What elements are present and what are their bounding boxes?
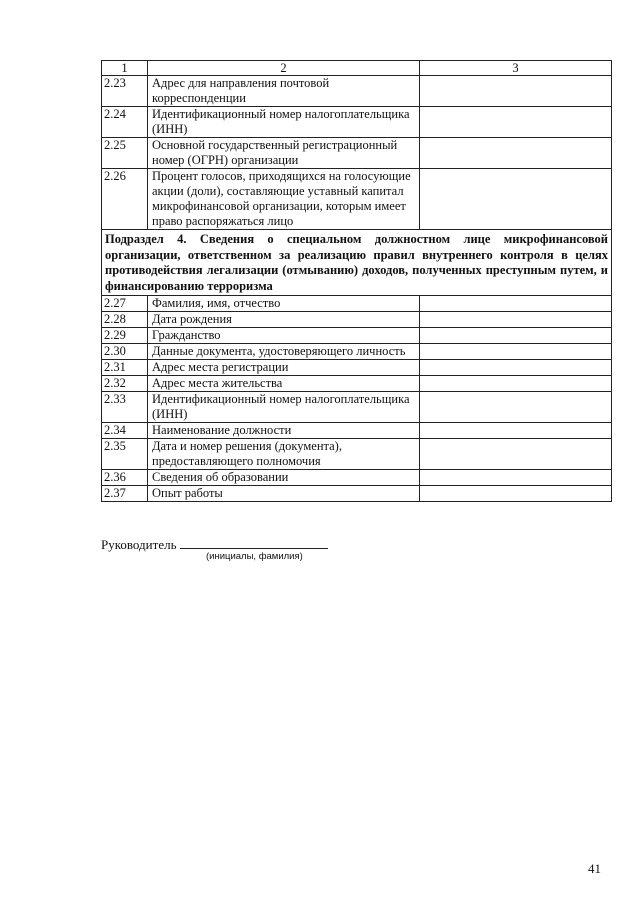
table-row	[102, 328, 612, 344]
table-row	[102, 169, 612, 230]
row-value-cell	[420, 344, 612, 360]
signature-label: Руководитель	[101, 537, 177, 552]
row-value-cell	[420, 376, 612, 392]
table-row	[102, 486, 612, 502]
row-label: Адрес места жительства	[148, 376, 420, 392]
table-row	[102, 423, 612, 439]
row-label: Сведения об образовании	[148, 470, 420, 486]
row-label: Гражданство	[148, 328, 420, 344]
row-value-cell	[420, 470, 612, 486]
row-label: Дата рождения	[148, 312, 420, 328]
signature-caption: (инициалы, фамилия)	[206, 551, 303, 562]
row-value-cell	[420, 423, 612, 439]
table-row	[102, 107, 612, 138]
row-number: 2.33	[102, 392, 148, 423]
row-label: Наименование должности	[148, 423, 420, 439]
column-header-2: 2	[148, 61, 420, 76]
row-label: Идентификационный номер налогоплательщика (ИНН)	[148, 392, 420, 423]
column-header-3: 3	[420, 61, 612, 76]
table-row	[102, 439, 612, 470]
table-row	[102, 376, 612, 392]
row-value-cell	[420, 328, 612, 344]
row-value-cell	[420, 138, 612, 169]
row-number: 2.25	[102, 138, 148, 169]
row-label: Адрес места регистрации	[148, 360, 420, 376]
row-number: 2.23	[102, 76, 148, 107]
signature-line	[180, 536, 328, 549]
row-label: Дата и номер решения (документа), предоставляющего полномочия	[148, 439, 420, 470]
row-label: Опыт работы	[148, 486, 420, 502]
row-value-cell	[420, 169, 612, 230]
table-row	[102, 344, 612, 360]
row-label: Данные документа, удостоверяющего личность	[148, 344, 420, 360]
page-number: 41	[588, 861, 601, 876]
row-number: 2.29	[102, 328, 148, 344]
row-value-cell	[420, 392, 612, 423]
row-number: 2.30	[102, 344, 148, 360]
row-value-cell	[420, 296, 612, 312]
table-row	[102, 138, 612, 169]
row-number: 2.35	[102, 439, 148, 470]
column-header-1: 1	[102, 61, 148, 76]
row-value-cell	[420, 76, 612, 107]
row-label: Идентификационный номер налогоплательщика (ИНН)	[148, 107, 420, 138]
row-label: Фамилия, имя, отчество	[148, 296, 420, 312]
table-row	[102, 392, 612, 423]
table-row	[102, 470, 612, 486]
row-value-cell	[420, 360, 612, 376]
table-header-row	[102, 61, 612, 76]
row-number: 2.32	[102, 376, 148, 392]
section-heading-row	[102, 230, 612, 296]
row-value-cell	[420, 486, 612, 502]
table-row	[102, 360, 612, 376]
row-number: 2.28	[102, 312, 148, 328]
row-number: 2.31	[102, 360, 148, 376]
row-value-cell	[420, 107, 612, 138]
table-row	[102, 296, 612, 312]
row-number: 2.26	[102, 169, 148, 230]
row-number: 2.24	[102, 107, 148, 138]
form-table	[101, 60, 612, 502]
row-label: Процент голосов, приходящихся на голосующие акции (доли), составляющие уставный капитал микрофинансовой организации, которым имеет право распоряжаться лицо	[148, 169, 420, 230]
row-number: 2.34	[102, 423, 148, 439]
row-value-cell	[420, 312, 612, 328]
row-label: Адрес для направления почтовой корреспонденции	[148, 76, 420, 107]
table-row	[102, 76, 612, 107]
row-number: 2.27	[102, 296, 148, 312]
row-number: 2.37	[102, 486, 148, 502]
row-label: Основной государственный регистрационный номер (ОГРН) организации	[148, 138, 420, 169]
row-value-cell	[420, 439, 612, 470]
table-row	[102, 312, 612, 328]
row-number: 2.36	[102, 470, 148, 486]
section-heading: Подраздел 4. Сведения о специальном должностном лице микрофинансовой организации, ответственном за реализацию правил внутреннего контроля в целях противодействия легализации (отмыванию) доходов, полученных преступным путем, и финансированию терроризма	[102, 230, 612, 296]
